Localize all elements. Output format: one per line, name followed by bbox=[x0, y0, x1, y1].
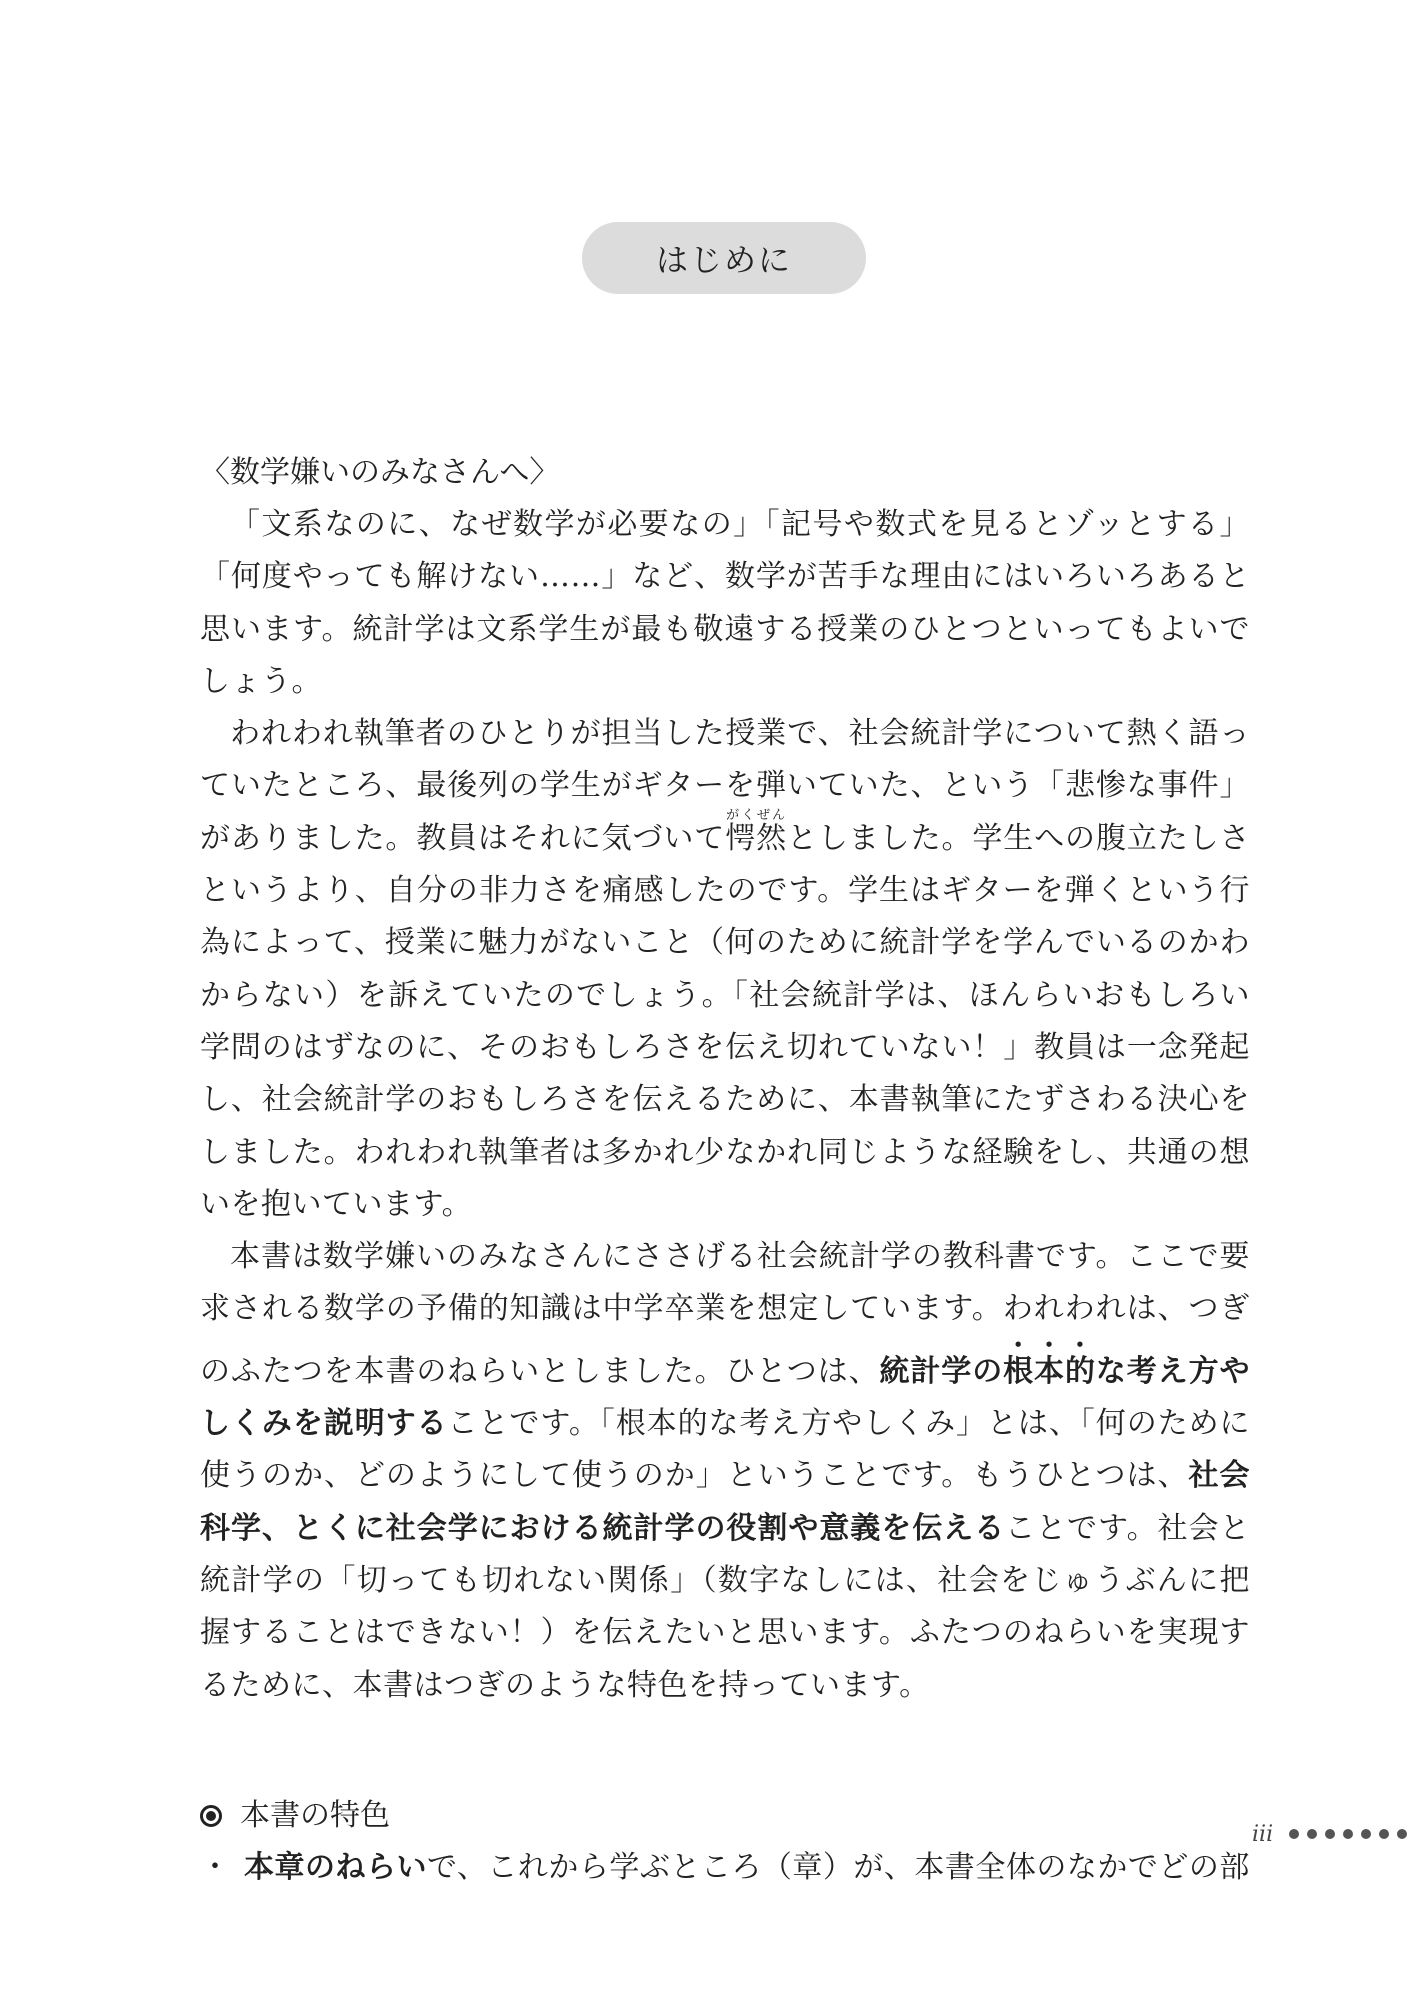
aim-1-part-1: 統計学の bbox=[879, 1353, 1004, 1389]
ruby-text: がくぜん bbox=[725, 807, 787, 823]
paragraph-3-c: ことです。「根本的な考え方やしくみ」とは、「何のために使うのか、どのようにして使うのか」ということです。もうひとつは、 bbox=[200, 1406, 1251, 1494]
page-title-pill bbox=[582, 222, 866, 294]
paragraph-3 bbox=[200, 1231, 1250, 1712]
footer-dot bbox=[1361, 1829, 1371, 1839]
main-content bbox=[200, 447, 1250, 1894]
paragraph-2 bbox=[200, 708, 1250, 1231]
paragraph-2-before: われわれ執筆者のひとりが担当した授業で、社会統計学について熱く語っていたところ、最後列の学生がギターを弾いていた、という「悲惨な事件」がありました。教員はそれに気づいて bbox=[200, 716, 1250, 856]
footer-dot bbox=[1379, 1829, 1389, 1839]
feature-item-1-text: で、これから学ぶところ（章）が、本書全体のなかでどの部 bbox=[427, 1849, 1250, 1885]
page-footer bbox=[1252, 1822, 1407, 1846]
furigana-ruby bbox=[725, 807, 787, 856]
aim-1-emphasis: 根本的 bbox=[1003, 1353, 1096, 1389]
features-heading-text: 本書の特色 bbox=[240, 1797, 390, 1833]
ruby-base: 愕然 bbox=[725, 820, 787, 856]
paragraph-3-e: ことです。社会と統計学の「切っても切れない関係」（数字なしには、社会をじゅうぶんに把握することはできない！）を伝えたいと思います。ふたつのねらいを実現するために、本書はつぎのような特色を持っています。 bbox=[200, 1510, 1250, 1703]
paragraph-2-after: としました。学生への腹立たしさというより、自分の非力さを痛感したのです。学生はギターを弾くという行為によって、授業に魅力がないこと（何のために統計学を学んでいるのかわからない）を訴えていたのでしょう。「社会統計学は、ほんらいおもしろい学問のはずなのに、そのおもしろさを伝え切れていない！」教員は一念発起し、社会統計学のおもしろさを伝えるために、本書執筆にたずさわる決心をしました。われわれ執筆者は多かれ少なかれ同じような経験をし、共通の想いを抱いています。 bbox=[200, 820, 1251, 1222]
bullet-dot: ・ bbox=[200, 1849, 231, 1885]
page-number: iii bbox=[1252, 1821, 1274, 1847]
footer-dot bbox=[1289, 1829, 1299, 1839]
feature-item-1-bold: 本章のねらい bbox=[244, 1849, 427, 1885]
feature-item-1 bbox=[200, 1842, 1250, 1894]
bullseye-icon bbox=[200, 1805, 222, 1827]
section-heading: 〈数学嫌いのみなさんへ〉 bbox=[200, 455, 560, 490]
aim-1-part-2: な考え方やしくみを説明する bbox=[200, 1353, 1251, 1442]
paragraph-3-a: 本書は数学嫌いのみなさんにささげる社会統計学の教科書です。ここで要求される数学の予備的知識は中学卒業を想定しています。われわれは、つぎのふたつを本書のねらいとしました。ひとつは、 bbox=[200, 1239, 1250, 1389]
footer-dot bbox=[1307, 1829, 1317, 1839]
footer-dots-decoration bbox=[1289, 1829, 1407, 1839]
features-heading bbox=[200, 1790, 1250, 1842]
footer-dot bbox=[1343, 1829, 1353, 1839]
footer-dot bbox=[1397, 1829, 1407, 1839]
paragraph-1: 「文系なのに、なぜ数学が必要なの」「記号や数式を見るとゾッとする」「何度やっても解けない……」など、数学が苦手な理由にはいろいろあると思います。統計学は文系学生が最も敬遠する授業のひとつといってもよいでしょう。 bbox=[200, 507, 1250, 699]
aim-2: 社会科学、とくに社会学における統計学の役割や意義を伝える bbox=[200, 1458, 1251, 1546]
page-title: はじめに bbox=[655, 241, 792, 279]
footer-dot bbox=[1325, 1829, 1335, 1839]
